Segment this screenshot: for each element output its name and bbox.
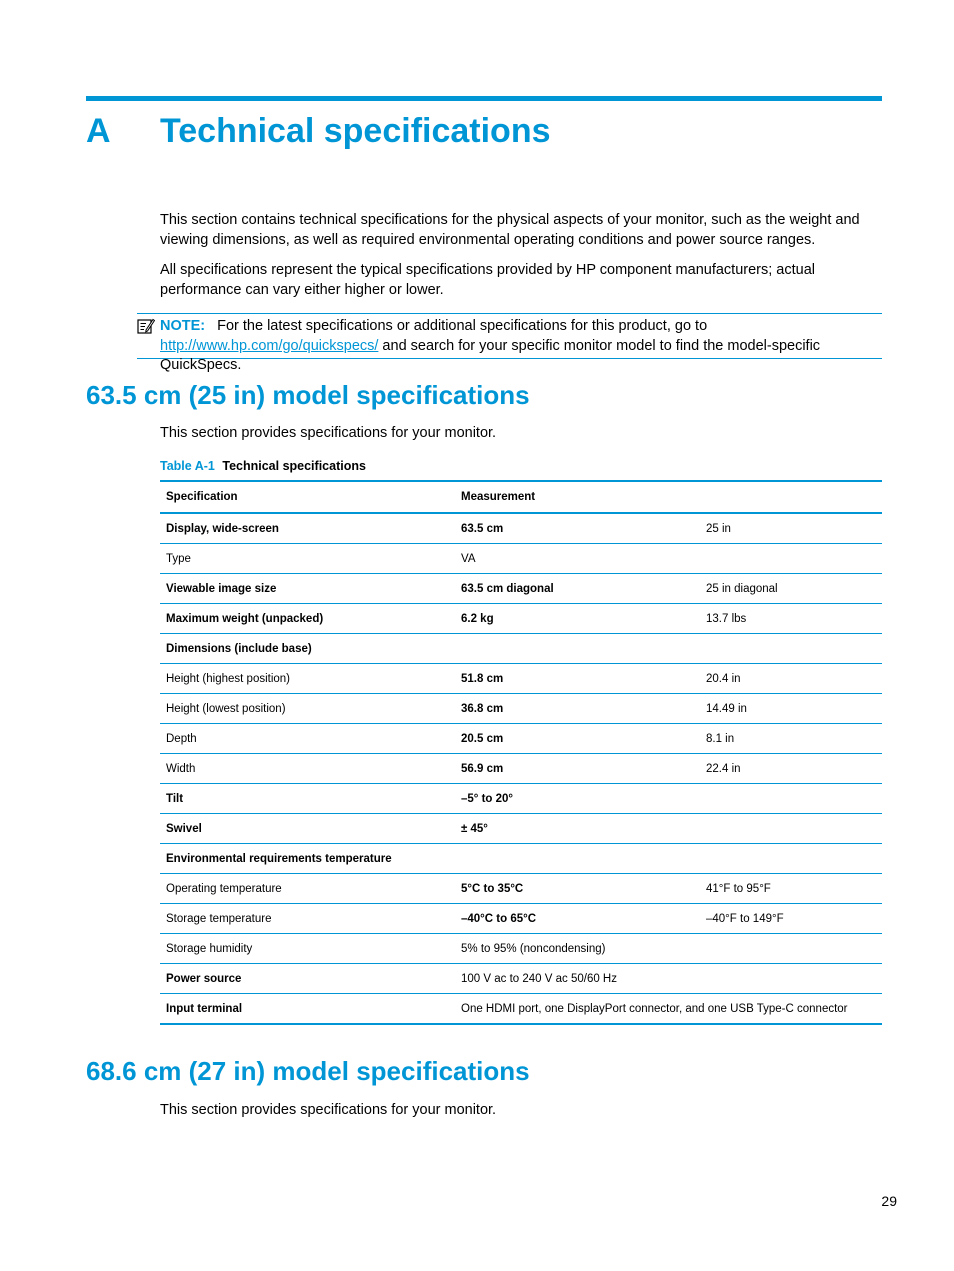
specifications-table [160, 480, 882, 1025]
note-pencil-icon [137, 318, 155, 334]
metric-value-cell: 36.8 cm [455, 694, 700, 724]
metric-value-cell: 56.9 cm [455, 754, 700, 784]
spec-name-cell: Storage temperature [160, 904, 455, 934]
table-row [160, 814, 882, 844]
quickspecs-link[interactable]: http://www.hp.com/go/quickspecs/ [160, 337, 379, 354]
intro-paragraph-1: This section contains technical specifications for the physical aspects of your monitor, such as the weight and viewing dimensions, as well as required environmental operating conditions and power source ranges. [160, 212, 860, 248]
spec-name-cell: Swivel [160, 814, 455, 844]
imperial-value-cell: 22.4 in [700, 754, 882, 784]
metric-value-cell [455, 634, 700, 664]
table-row [160, 694, 882, 724]
spec-name-cell: Storage humidity [160, 934, 455, 964]
imperial-value-cell [700, 634, 882, 664]
imperial-value-cell: 20.4 in [700, 664, 882, 694]
metric-value-cell: One HDMI port, one DisplayPort connector, and one USB Type-C connector [455, 994, 882, 1025]
note-label: NOTE: [160, 318, 206, 334]
table-caption-number: Table A-1 [160, 459, 215, 473]
table-row [160, 544, 882, 574]
spec-name-cell: Environmental requirements temperature [160, 844, 455, 874]
metric-value-cell: 5°C to 35°C [455, 874, 700, 904]
table-row [160, 904, 882, 934]
spec-name-cell: Operating temperature [160, 874, 455, 904]
table-row [160, 634, 882, 664]
metric-value-cell: 20.5 cm [455, 724, 700, 754]
spec-name-cell: Input terminal [160, 994, 455, 1025]
table-row [160, 934, 882, 964]
table-row [160, 604, 882, 634]
metric-value-cell: VA [455, 544, 700, 574]
metric-value-cell: 63.5 cm diagonal [455, 574, 700, 604]
spec-name-cell: Viewable image size [160, 574, 455, 604]
imperial-value-cell: –40°F to 149°F [700, 904, 882, 934]
section-heading-27in: 68.6 cm (27 in) model specifications [86, 1056, 530, 1086]
metric-value-cell: 63.5 cm [455, 513, 700, 544]
table-row [160, 844, 882, 874]
imperial-value-cell [700, 844, 882, 874]
spec-name-cell: Height (lowest position) [160, 694, 455, 724]
table-row [160, 513, 882, 544]
section-27in-intro: This section provides specifications for your monitor. [160, 1102, 497, 1118]
imperial-value-cell [700, 544, 882, 574]
chapter-letter: A [86, 112, 111, 150]
metric-value-cell [455, 844, 700, 874]
note-text-before: For the latest specifications or additional specifications for this product, go to [217, 318, 708, 334]
metric-value-cell: 100 V ac to 240 V ac 50/60 Hz [455, 964, 882, 994]
imperial-value-cell: 8.1 in [700, 724, 882, 754]
metric-value-cell: –5° to 20° [455, 784, 700, 814]
page-number: 29 [881, 1193, 897, 1209]
table-row [160, 754, 882, 784]
chapter-title: Technical specifications [160, 112, 551, 150]
spec-name-cell: Display, wide-screen [160, 513, 455, 544]
spec-name-cell: Depth [160, 724, 455, 754]
table-row [160, 574, 882, 604]
table-caption-title: Technical specifications [222, 459, 366, 473]
imperial-value-cell [700, 784, 882, 814]
table-header-row [160, 481, 882, 513]
table-row [160, 784, 882, 814]
metric-value-cell: 6.2 kg [455, 604, 700, 634]
imperial-value-cell: 14.49 in [700, 694, 882, 724]
note-box [137, 313, 882, 373]
imperial-value-cell: 25 in [700, 513, 882, 544]
table-row [160, 964, 882, 994]
chapter-top-rule [86, 96, 882, 101]
note-text-after: and search for your specific monitor model to find the model-specific QuickSpecs. [160, 337, 821, 373]
spec-name-cell: Tilt [160, 784, 455, 814]
imperial-value-cell: 13.7 lbs [700, 604, 882, 634]
spec-name-cell: Maximum weight (unpacked) [160, 604, 455, 634]
header-measurement: Measurement [455, 481, 882, 513]
spec-name-cell: Height (highest position) [160, 664, 455, 694]
table-row [160, 874, 882, 904]
table-row [160, 724, 882, 754]
metric-value-cell: 51.8 cm [455, 664, 700, 694]
metric-value-cell: 5% to 95% (noncondensing) [455, 934, 882, 964]
spec-name-cell: Width [160, 754, 455, 784]
table-row [160, 994, 882, 1025]
metric-value-cell: ± 45° [455, 814, 700, 844]
spec-name-cell: Power source [160, 964, 455, 994]
spec-name-cell: Type [160, 544, 455, 574]
header-specification: Specification [160, 481, 455, 513]
intro-paragraph-2: All specifications represent the typical specifications provided by HP component manufacturers; actual performance can vary either higher or lower. [160, 262, 815, 298]
section-heading-25in: 63.5 cm (25 in) model specifications [86, 380, 530, 410]
spec-name-cell: Dimensions (include base) [160, 634, 455, 664]
table-row [160, 664, 882, 694]
metric-value-cell: –40°C to 65°C [455, 904, 700, 934]
imperial-value-cell: 25 in diagonal [700, 574, 882, 604]
note-text [160, 317, 880, 376]
imperial-value-cell [700, 814, 882, 844]
section-25in-intro: This section provides specifications for your monitor. [160, 425, 497, 441]
table-caption [160, 458, 366, 474]
imperial-value-cell: 41°F to 95°F [700, 874, 882, 904]
